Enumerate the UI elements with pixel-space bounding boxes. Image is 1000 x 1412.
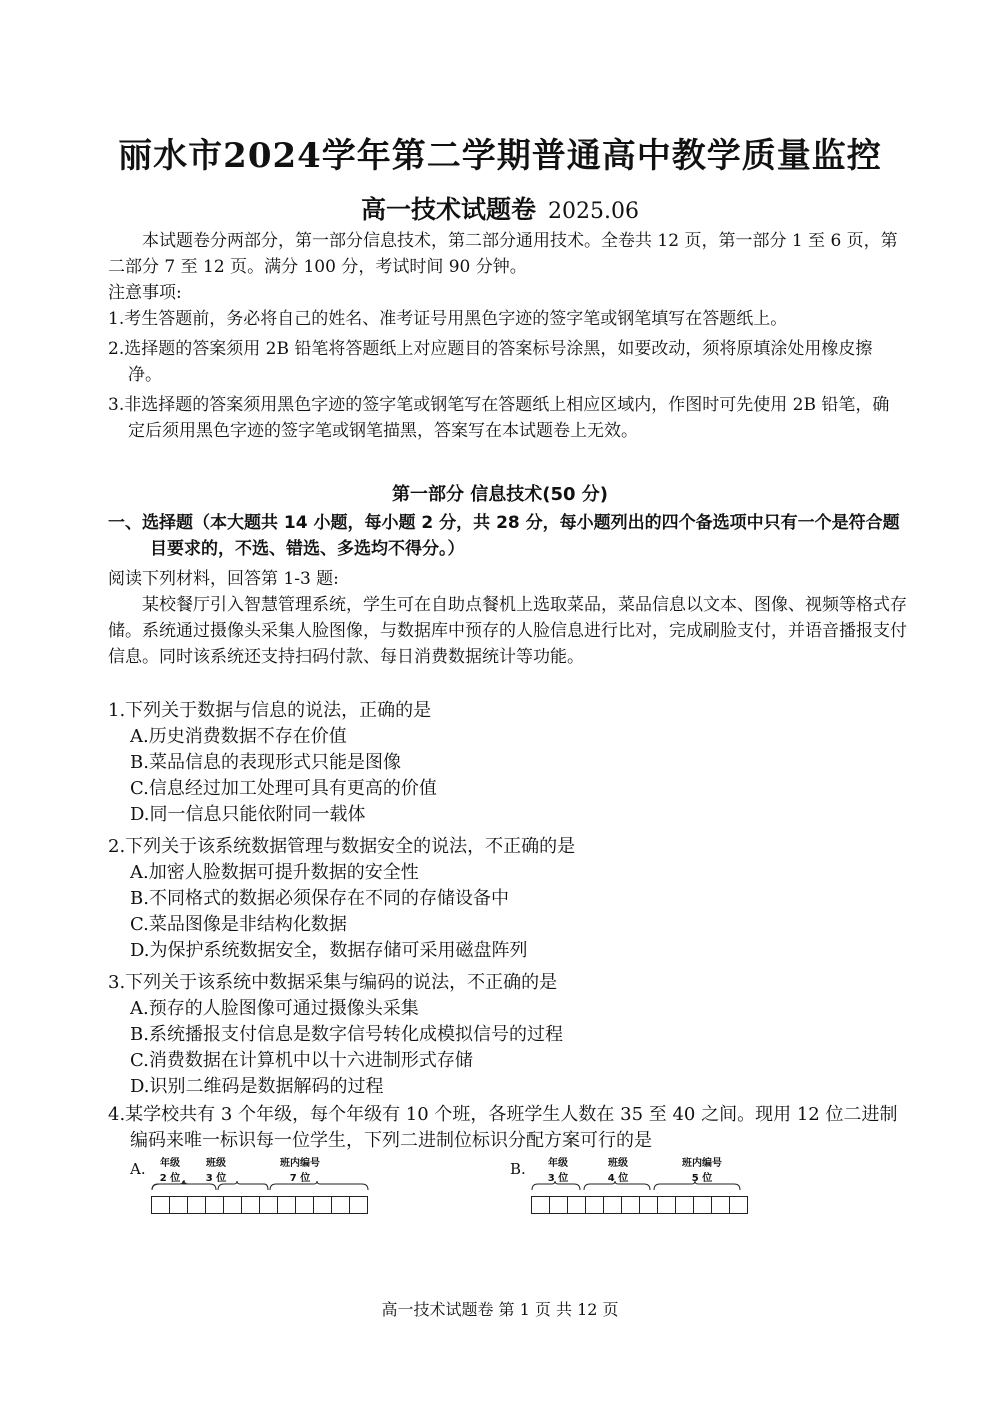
bit-cell bbox=[277, 1196, 296, 1214]
option-c: C.菜品图像是非结构化数据 bbox=[130, 914, 347, 935]
question-4 bbox=[108, 1102, 908, 1154]
bit-cell bbox=[259, 1196, 278, 1214]
diagram-letter: B. bbox=[510, 1160, 526, 1178]
bit-cell bbox=[585, 1196, 604, 1214]
intro-paragraph: 本试题卷分两部分，第一部分信息技术，第二部分通用技术。全卷共 12 页，第一部分 1 至 6 页，第二部分 7 至 12 页。满分 100 分，考试时间 90 分钟。 bbox=[108, 231, 898, 277]
group-label: 年级 2 位 bbox=[159, 1158, 181, 1184]
question-stem: 1.下列关于数据与信息的说法，正确的是 bbox=[108, 700, 432, 721]
group-label: 年级 3 位 bbox=[547, 1158, 569, 1184]
question-stem: 2.下列关于该系统数据管理与数据安全的说法，不正确的是 bbox=[108, 836, 576, 857]
notice-item: 1.考生答题前，务必将自己的姓名、准考证号用黑色字迹的签字笔或钢笔填写在答题纸上。 bbox=[108, 309, 788, 329]
bit-cell bbox=[639, 1196, 658, 1214]
option-b: B.菜品信息的表现形式只能是图像 bbox=[130, 752, 401, 773]
material-block bbox=[108, 566, 908, 670]
bit-cells bbox=[532, 1196, 748, 1214]
section-title: 第一部分 信息技术(50 分) bbox=[391, 484, 609, 505]
exam-title: 丽水市2024学年第二学期普通高中教学质量监控 bbox=[118, 136, 882, 176]
bit-cells bbox=[152, 1196, 368, 1214]
option-a: A.历史消费数据不存在价值 bbox=[130, 726, 347, 747]
intro-block bbox=[108, 228, 898, 444]
page-footer: 高一技术试题卷 第 1 页 共 12 页 bbox=[381, 1300, 619, 1319]
bit-cell bbox=[295, 1196, 314, 1214]
brace-lines bbox=[530, 1180, 760, 1192]
group-label: 班内编号 7 位 bbox=[280, 1158, 320, 1184]
bit-cell bbox=[567, 1196, 586, 1214]
bit-cell bbox=[603, 1196, 622, 1214]
question-2 bbox=[108, 834, 908, 964]
bit-cell bbox=[331, 1196, 350, 1214]
bit-cell bbox=[151, 1196, 170, 1214]
brace-lines bbox=[150, 1180, 380, 1192]
bit-cell bbox=[169, 1196, 188, 1214]
read-prompt: 阅读下列材料，回答第 1-3 题: bbox=[108, 569, 339, 589]
bit-cell bbox=[621, 1196, 640, 1214]
subject-title: 高一技术试题卷 bbox=[361, 195, 537, 224]
bit-cell bbox=[349, 1196, 368, 1214]
group-label: 班内编号 5 位 bbox=[682, 1158, 722, 1184]
option-c: C.信息经过加工处理可具有更高的价值 bbox=[130, 778, 437, 799]
bit-cell bbox=[223, 1196, 242, 1214]
bit-cell bbox=[205, 1196, 224, 1214]
option-d: D.为保护系统数据安全，数据存储可采用磁盘阵列 bbox=[130, 940, 528, 961]
bit-cell bbox=[187, 1196, 206, 1214]
section-instruction bbox=[108, 510, 908, 562]
exam-subtitle bbox=[0, 190, 1000, 226]
bit-cell bbox=[711, 1196, 730, 1214]
option-d: D.识别二维码是数据解码的过程 bbox=[130, 1076, 384, 1097]
option-b: B.系统播报支付信息是数字信号转化成模拟信号的过程 bbox=[130, 1024, 563, 1045]
bit-cell bbox=[549, 1196, 568, 1214]
exam-date: 2025.06 bbox=[548, 199, 639, 224]
bit-cell bbox=[313, 1196, 332, 1214]
question-3 bbox=[108, 970, 908, 1100]
diagram-letter: A. bbox=[130, 1160, 146, 1178]
group-label: 班级 3 位 bbox=[205, 1158, 227, 1184]
notice-item: 2.选择题的答案须用 2B 铅笔将答题纸上对应题目的答案标号涂黑，如要改动，须将原填涂处用橡皮擦净。 bbox=[108, 339, 873, 385]
bit-diagram-b bbox=[510, 1152, 760, 1222]
bit-cell bbox=[693, 1196, 712, 1214]
material-text: 某校餐厅引入智慧管理系统，学生可在自助点餐机上选取菜品，菜品信息以文本、图像、视频等格式存储。系统通过摄像头采集人脸图像，与数据库中预存的人脸信息进行比对，完成刷脸支付，并语音播报支付信息。同时该系统还支持扫码付款、每日消费数据统计等功能。 bbox=[108, 595, 907, 667]
option-a: A.预存的人脸图像可通过摄像头采集 bbox=[130, 998, 419, 1019]
group-label: 班级 4 位 bbox=[607, 1158, 629, 1184]
bit-cell bbox=[241, 1196, 260, 1214]
question-1 bbox=[108, 698, 908, 828]
option-c: C.消费数据在计算机中以十六进制形式存储 bbox=[130, 1050, 473, 1071]
instruction-text: 一、选择题（本大题共 14 小题，每小题 2 分，共 28 分，每小题列出的四个备选项中只有一个是符合题目要求的，不选、错选、多选均不得分。） bbox=[108, 513, 900, 559]
bit-cell bbox=[657, 1196, 676, 1214]
option-d: D.同一信息只能依附同一载体 bbox=[130, 804, 366, 825]
bit-diagram-a bbox=[130, 1152, 380, 1222]
bit-cell bbox=[675, 1196, 694, 1214]
notice-item: 3.非选择题的答案须用黑色字迹的签字笔或钢笔写在答题纸上相应区域内，作图时可先使用 2B 铅笔，确定后须用黑色字迹的签字笔或钢笔描黑，答案写在本试题卷上无效。 bbox=[108, 395, 890, 441]
bit-cell bbox=[729, 1196, 748, 1214]
question-stem: 4.某学校共有 3 个年级，每个年级有 10 个班，各班学生人数在 35 至 40 之间。现用 12 位二进制编码来唯一标识每一位学生，下列二进制位标识分配方案可行的是 bbox=[108, 1104, 898, 1151]
notice-title: 注意事项: bbox=[108, 283, 182, 303]
bit-cell bbox=[531, 1196, 550, 1214]
question-stem: 3.下列关于该系统中数据采集与编码的说法，不正确的是 bbox=[108, 972, 558, 993]
option-a: A.加密人脸数据可提升数据的安全性 bbox=[130, 862, 419, 883]
option-b: B.不同格式的数据必须保存在不同的存储设备中 bbox=[130, 888, 509, 909]
